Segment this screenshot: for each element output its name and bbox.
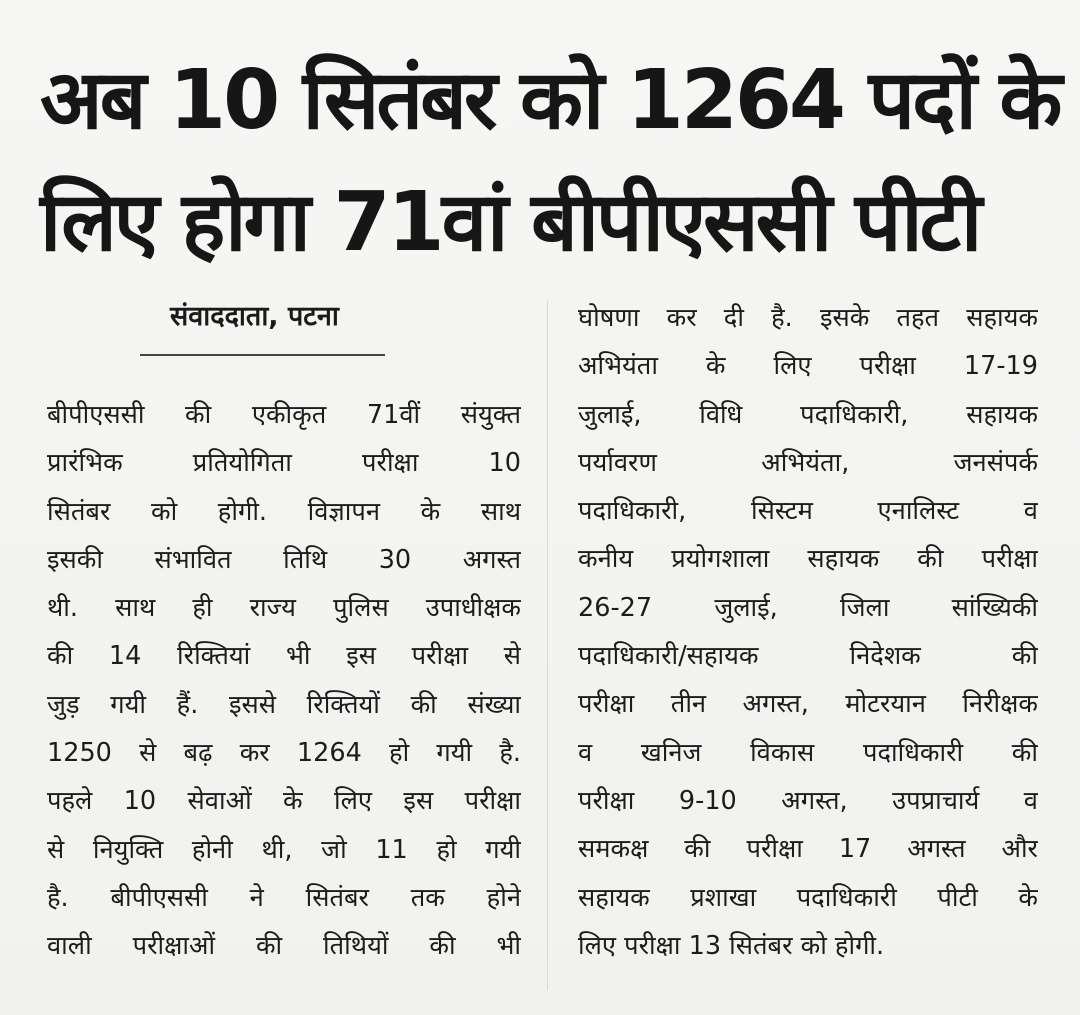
column-divider [547, 300, 548, 990]
left-column-line: वाली परीक्षाओं की तिथियों की भी [47, 931, 521, 962]
left-column-line: सितंबर को होगी. विज्ञापन के साथ [47, 496, 521, 527]
right-column-line: व खनिज विकास पदाधिकारी की [578, 737, 1038, 768]
left-column-line: इसकी संभावित तिथि 30 अगस्त [47, 544, 521, 575]
article-headline [40, 40, 1060, 284]
right-column-line: परीक्षा तीन अगस्त, मोटरयान निरीक्षक [578, 689, 1038, 720]
right-column-line: 26-27 जुलाई, जिला सांख्यिकी [578, 592, 1038, 623]
right-column-line: पदाधिकारी/सहायक निदेशक की [578, 641, 1038, 672]
byline-divider [140, 354, 385, 356]
right-column-line: अभियंता के लिए परीक्षा 17-19 [578, 351, 1038, 382]
headline-line-2: लिए होगा 71वां बीपीएससी पीटी [40, 175, 980, 270]
left-column-line: जुड़ गयी हैं. इससे रिक्तियों की संख्या [47, 689, 521, 720]
left-column [47, 391, 521, 971]
right-column-line: घोषणा कर दी है. इसके तहत सहायक [578, 303, 1038, 333]
right-column-line: पर्यावरण अभियंता, जनसंपर्क [578, 447, 1038, 478]
left-column-line: 1250 से बढ़ कर 1264 हो गयी है. [47, 738, 521, 769]
left-column-line: बीपीएससी की एकीकृत 71वीं संयुक्त [47, 400, 521, 430]
left-column-line: पहले 10 सेवाओं के लिए इस परीक्षा [47, 786, 521, 817]
right-column-line: सहायक प्रशाखा पदाधिकारी पीटी के [578, 882, 1038, 913]
left-column-line: की 14 रिक्तियां भी इस परीक्षा से [47, 641, 521, 672]
right-column [578, 294, 1038, 970]
headline-line-1: अब 10 सितंबर को 1264 पदों के [40, 53, 1060, 148]
left-column-line: प्रारंभिक प्रतियोगिता परीक्षा 10 [47, 448, 521, 479]
right-column-line: परीक्षा 9-10 अगस्त, उपप्राचार्य व [578, 785, 1038, 816]
right-column-line: जुलाई, विधि पदाधिकारी, सहायक [578, 399, 1038, 430]
right-column-line: लिए परीक्षा 13 सितंबर को होगी. [578, 930, 885, 961]
right-column-line: पदाधिकारी, सिस्टम एनालिस्ट व [578, 496, 1038, 527]
left-column-line: थी. साथ ही राज्य पुलिस उपाधीक्षक [47, 593, 521, 624]
byline: संवाददाता, पटना [170, 301, 339, 332]
left-column-line: से नियुक्ति होनी थी, जो 11 हो गयी [47, 834, 521, 865]
right-column-line: कनीय प्रयोगशाला सहायक की परीक्षा [578, 544, 1038, 575]
right-column-line: समकक्ष की परीक्षा 17 अगस्त और [578, 834, 1038, 865]
left-column-line: है. बीपीएससी ने सितंबर तक होने [47, 882, 521, 913]
